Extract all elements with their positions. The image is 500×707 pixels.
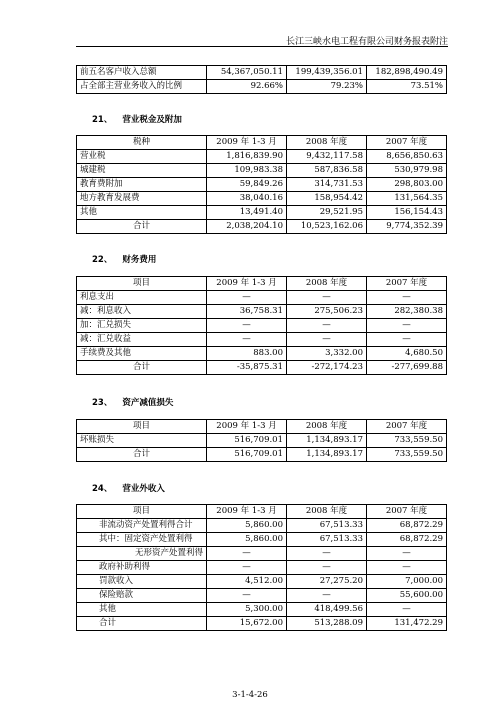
table-cell: 4,680.50 [367, 347, 447, 361]
table-cell: 516,709.01 [207, 448, 287, 462]
table-cell: 1,816,839.90 [207, 150, 287, 164]
table-cell: 59,849.26 [207, 178, 287, 192]
column-header: 2008 年度 [287, 420, 367, 434]
table-cell: 13,491.40 [207, 206, 287, 220]
section-number: 21、 [92, 115, 113, 125]
table-cell: 156,154.43 [367, 206, 447, 220]
table-cell: 2,038,204.10 [207, 220, 287, 234]
table-cell: — [367, 547, 447, 561]
table-cell: 减：汇兑收益 [77, 333, 207, 347]
table-row [77, 547, 447, 561]
table-cell: 营业税 [77, 150, 207, 164]
table-cell: 地方教育发展费 [77, 192, 207, 206]
table-cell: — [207, 547, 287, 561]
table-row [77, 178, 447, 192]
table-cell: 182,898,490.49 [367, 66, 447, 80]
table-cell: 10,523,162.06 [287, 220, 367, 234]
impairment-table [76, 419, 447, 462]
table-cell: 109,983.38 [207, 164, 287, 178]
column-header: 2009 年 1-3 月 [207, 505, 287, 519]
table-row [77, 220, 447, 234]
table-row [77, 150, 447, 164]
table-cell: 79.23% [287, 80, 367, 94]
table-row [77, 164, 447, 178]
table-header-row [77, 136, 447, 150]
table-cell: — [287, 561, 367, 575]
table-cell: — [367, 561, 447, 575]
table-cell: 减：利息收入 [77, 305, 207, 319]
table-cell: 加：汇兑损失 [77, 319, 207, 333]
table-row [77, 206, 447, 220]
table-row [77, 291, 447, 305]
table-row [77, 617, 447, 631]
table-cell: — [367, 333, 447, 347]
non-operating-income-table [76, 504, 447, 631]
table-cell: 教育费附加 [77, 178, 207, 192]
table-row [77, 66, 447, 80]
table-cell: 733,559.50 [367, 448, 447, 462]
table-cell: 8,656,850.63 [367, 150, 447, 164]
table-cell: 131,564.35 [367, 192, 447, 206]
section-24-heading [92, 482, 175, 494]
section-title: 财务费用 [122, 255, 157, 265]
table-cell: -35,875.31 [207, 361, 287, 375]
column-header: 2009 年 1-3 月 [207, 136, 287, 150]
table-cell: 92.66% [207, 80, 287, 94]
table-cell: 非流动资产处置利得合计 [77, 519, 207, 533]
table-cell: 275,506.23 [287, 305, 367, 319]
section-title: 营业外收入 [122, 484, 165, 494]
section-title: 营业税金及附加 [122, 115, 182, 125]
table-cell: 516,709.01 [207, 434, 287, 448]
table-cell: 3,332.00 [287, 347, 367, 361]
table-cell: — [207, 561, 287, 575]
table-header-row [77, 420, 447, 434]
table-cell: — [287, 547, 367, 561]
table-cell: 其中：固定资产处置利得 [77, 533, 207, 547]
table-cell: 67,513.33 [287, 519, 367, 533]
table-cell: 9,774,352.39 [367, 220, 447, 234]
table-cell: — [207, 333, 287, 347]
table-cell: 7,000.00 [367, 575, 447, 589]
table-cell: 298,803.00 [367, 178, 447, 192]
table-cell: 587,836.58 [287, 164, 367, 178]
table-cell: 城建税 [77, 164, 207, 178]
table-header-row [77, 505, 447, 519]
table-row [77, 319, 447, 333]
table-cell: 27,275.20 [287, 575, 367, 589]
table-cell: 36,758.31 [207, 305, 287, 319]
table-row [77, 80, 447, 94]
table-cell: 54,367,050.11 [207, 66, 287, 80]
table-cell: 67,513.33 [287, 533, 367, 547]
table-cell: 4,512.00 [207, 575, 287, 589]
page-header: 长江三峡水电工程有限公司财务报表附注 [285, 37, 448, 47]
table-cell: 513,288.09 [287, 617, 367, 631]
table-cell: 158,954.42 [287, 192, 367, 206]
table-cell: — [207, 291, 287, 305]
table-row [77, 561, 447, 575]
table-cell: — [287, 291, 367, 305]
finance-cost-table [76, 276, 447, 375]
table-cell: 530,979.98 [367, 164, 447, 178]
table-cell: 坏账损失 [77, 434, 207, 448]
section-23-heading [92, 396, 183, 408]
table-cell: 合计 [77, 617, 207, 631]
section-21-heading [92, 113, 192, 125]
table-cell: 合计 [77, 361, 207, 375]
table-cell: 199,439,356.01 [287, 66, 367, 80]
table-cell: — [207, 319, 287, 333]
table-cell: — [287, 333, 367, 347]
table-cell: 418,499.56 [287, 603, 367, 617]
section-number: 23、 [92, 398, 113, 408]
table-cell: 68,872.29 [367, 533, 447, 547]
table-cell: 占全部主营业务收入的比例 [77, 80, 207, 94]
section-22-heading [92, 253, 166, 265]
column-header: 2009 年 1-3 月 [207, 277, 287, 291]
table-cell: — [367, 319, 447, 333]
header-rule [76, 46, 448, 47]
table-row [77, 347, 447, 361]
column-header: 2007 年度 [367, 420, 447, 434]
table-cell: 1,134,893.17 [287, 434, 367, 448]
table-cell: 9,432,117.58 [287, 150, 367, 164]
table-cell: 1,134,893.17 [287, 448, 367, 462]
table-cell: 前五名客户收入总额 [77, 66, 207, 80]
section-number: 22、 [92, 255, 113, 265]
section-title: 资产减值损失 [122, 398, 174, 408]
table-cell: 733,559.50 [367, 434, 447, 448]
column-header: 税种 [77, 136, 207, 150]
table-row [77, 603, 447, 617]
table-cell: 282,380.38 [367, 305, 447, 319]
table-cell: 73.51% [367, 80, 447, 94]
column-header: 2008 年度 [287, 505, 367, 519]
table-row [77, 448, 447, 462]
top-table [76, 65, 447, 94]
column-header: 2007 年度 [367, 136, 447, 150]
table-cell: 利息支出 [77, 291, 207, 305]
table-cell: 无形资产处置利得 [77, 547, 207, 561]
table-cell: — [367, 291, 447, 305]
column-header: 2007 年度 [367, 505, 447, 519]
column-header: 项目 [77, 420, 207, 434]
table-cell: 罚款收入 [77, 575, 207, 589]
table-cell: 5,860.00 [207, 533, 287, 547]
table-row [77, 434, 447, 448]
table-row [77, 305, 447, 319]
table-cell: 883.00 [207, 347, 287, 361]
table-cell: 5,300.00 [207, 603, 287, 617]
table-cell: 55,600.00 [367, 589, 447, 603]
table-row [77, 333, 447, 347]
table-cell: 其他 [77, 603, 207, 617]
column-header: 2008 年度 [287, 277, 367, 291]
table-cell: 15,672.00 [207, 617, 287, 631]
table-cell: 政府补助利得 [77, 561, 207, 575]
table-cell: 29,521.95 [287, 206, 367, 220]
table-cell: — [287, 319, 367, 333]
table-cell: — [287, 589, 367, 603]
tax-table [76, 135, 447, 234]
table-row [77, 361, 447, 375]
table-row [77, 192, 447, 206]
page-number: 3-1-4-26 [232, 690, 268, 700]
table-cell: -277,699.88 [367, 361, 447, 375]
column-header: 项目 [77, 277, 207, 291]
table-cell: 合计 [77, 220, 207, 234]
table-cell: — [207, 589, 287, 603]
table-cell: 其他 [77, 206, 207, 220]
table-row [77, 519, 447, 533]
table-header-row [77, 277, 447, 291]
table-cell: -272,174.23 [287, 361, 367, 375]
table-cell: 68,872.29 [367, 519, 447, 533]
table-row [77, 589, 447, 603]
table-row [77, 533, 447, 547]
section-number: 24、 [92, 484, 113, 494]
column-header: 2008 年度 [287, 136, 367, 150]
table-row [77, 575, 447, 589]
table-cell: 314,731.53 [287, 178, 367, 192]
table-cell: 5,860.00 [207, 519, 287, 533]
table-cell: 保险赔款 [77, 589, 207, 603]
table-cell: — [367, 603, 447, 617]
column-header: 项目 [77, 505, 207, 519]
column-header: 2009 年 1-3 月 [207, 420, 287, 434]
table-cell: 合计 [77, 448, 207, 462]
table-cell: 131,472.29 [367, 617, 447, 631]
column-header: 2007 年度 [367, 277, 447, 291]
table-cell: 38,040.16 [207, 192, 287, 206]
table-cell: 手续费及其他 [77, 347, 207, 361]
